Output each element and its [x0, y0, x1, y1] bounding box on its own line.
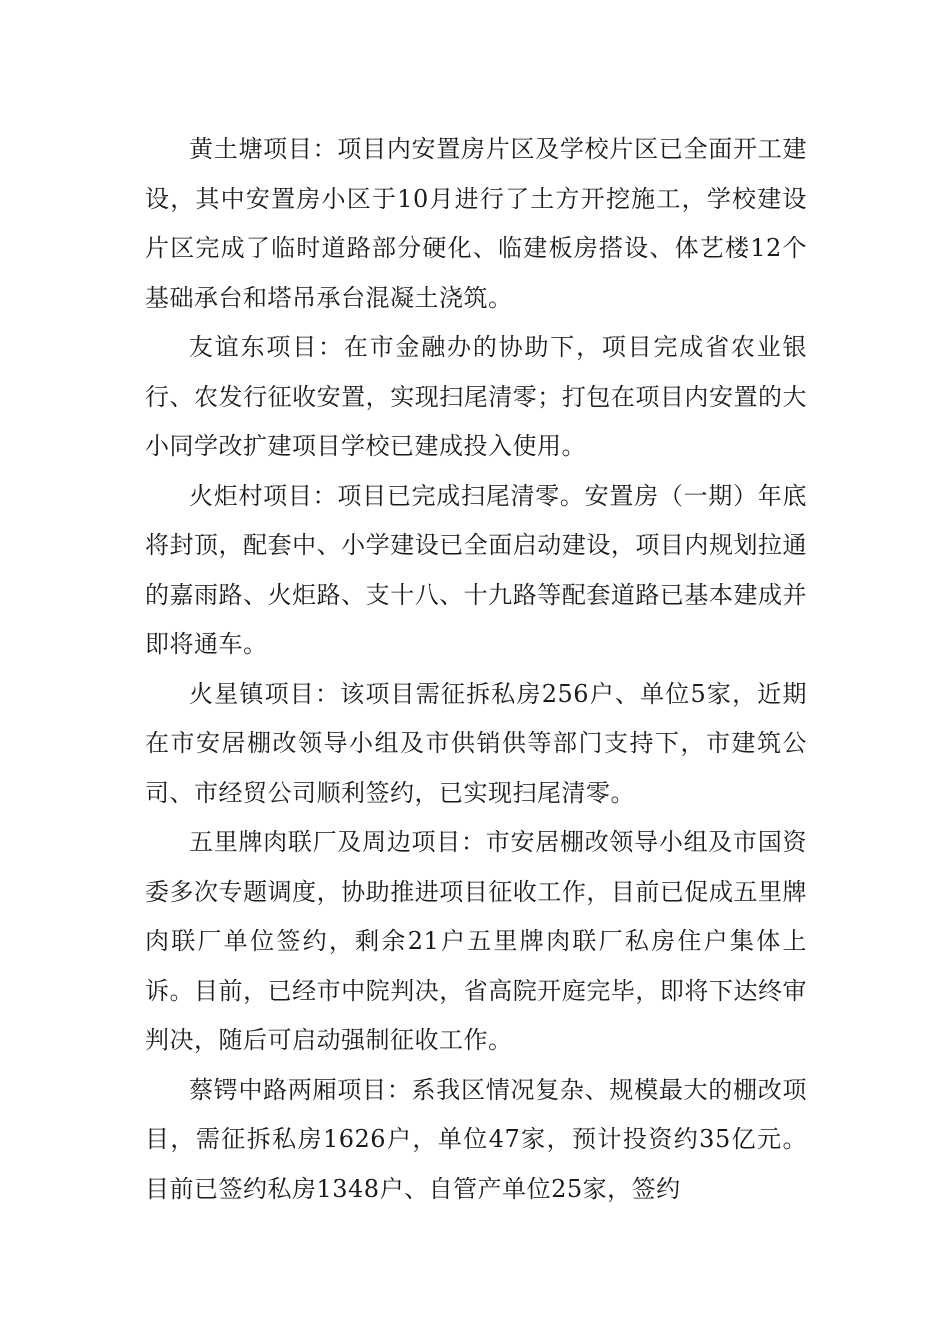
paragraph-huojucun-project: 火炬村项目：项目已完成扫尾清零。安置房（一期）年底将封顶，配套中、小学建设已全面启动建设，项目内规划拉通的嘉雨路、火炬路、支十八、十九路等配套道路已基本建成并即将通车。 [145, 481, 807, 658]
paragraph-wulipai-project: 五里牌肉联厂及周边项目：市安居棚改领导小组及市国资委多次专题调度，协助推进项目征收工作，目前已促成五里牌肉联厂单位签约，剩余21户五里牌肉联厂私房住户集体上诉。目前，已经市中院判决，省高院开庭完毕，即将下达终审判决，随后可启动强制征收工作。 [145, 828, 807, 1054]
paragraph-huangtutang-project: 黄土塘项目：项目内安置房片区及学校片区已全面开工建设，其中安置房小区于10月进行了土方开挖施工，学校建设片区完成了临时道路部分硬化、临建板房搭设、体艺楼12个基础承台和塔吊承台混凝土浇筑。 [145, 135, 807, 312]
paragraph-caiezhonglu-project: 蔡锷中路两厢项目：系我区情况复杂、规模最大的棚改项目，需征拆私房1626户，单位47家，预计投资约35亿元。目前已签约私房1348户、自管产单位25家，签约 [145, 1075, 807, 1203]
paragraph-huoxingzhen-project: 火星镇项目：该项目需征拆私房256户、单位5家，近期在市安居棚改领导小组及市供销供等部门支持下，市建筑公司、市经贸公司顺利签约，已实现扫尾清零。 [145, 679, 807, 807]
paragraph-youyidong-project: 友谊东项目：在市金融办的协助下，项目完成省农业银行、农发行征收安置，实现扫尾清零；打包在项目内安置的大小同学改扩建项目学校已建成投入使用。 [145, 333, 807, 460]
document-body [145, 125, 807, 1214]
